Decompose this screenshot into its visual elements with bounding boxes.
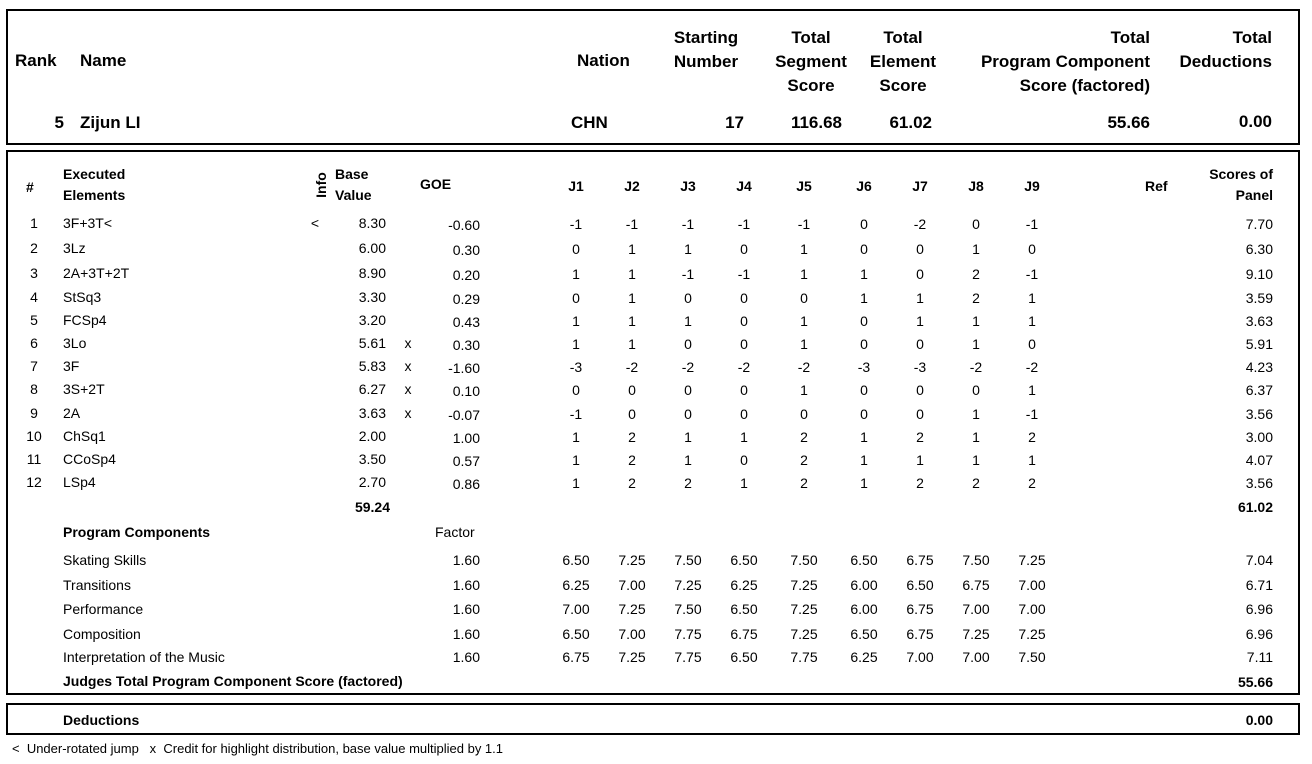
element-code: 3S+2T — [63, 381, 105, 397]
total-deductions: 0.00 — [1238, 112, 1272, 131]
rank-label: Rank — [15, 51, 57, 70]
element-panel-score: 3.63 — [1245, 313, 1273, 329]
element-code: ChSq1 — [63, 428, 106, 444]
judge-header: J2 — [624, 178, 640, 194]
element-code: StSq3 — [63, 289, 102, 305]
judge-score: 1 — [684, 313, 692, 329]
element-code: 2A+3T+2T — [63, 265, 130, 281]
judge-score: 0 — [916, 241, 924, 257]
element-code: 2A — [63, 405, 81, 421]
element-panel-score: 3.59 — [1245, 290, 1273, 306]
judge-score: 1 — [740, 475, 748, 491]
judge-score: 7.25 — [790, 626, 818, 642]
element-number: 11 — [26, 451, 42, 467]
judge-score: 0 — [1028, 336, 1036, 352]
nation-label: Nation — [577, 51, 630, 70]
judge-score: 1 — [800, 336, 808, 352]
element-base-value: 5.61 — [358, 335, 386, 351]
judge-score: 2 — [800, 452, 808, 468]
element-panel-score: 9.10 — [1245, 266, 1273, 282]
judge-score: -3 — [913, 359, 927, 375]
element-goe: 0.57 — [452, 453, 480, 469]
judge-score: 2 — [684, 475, 692, 491]
judge-score: 6.25 — [562, 577, 590, 593]
elements-total: 61.02 — [1237, 499, 1273, 515]
judge-score: -2 — [681, 359, 695, 375]
judge-score: 0 — [800, 290, 808, 306]
tes-label: Total Element Score — [869, 28, 937, 95]
judge-score: 1 — [800, 313, 808, 329]
judge-score: 7.50 — [790, 552, 818, 568]
judge-score: 2 — [628, 452, 636, 468]
element-base-value: 6.27 — [358, 381, 386, 397]
element-goe: 0.20 — [452, 267, 480, 283]
element-info: < — [310, 215, 320, 231]
element-number: 5 — [30, 312, 38, 328]
judge-score: 1 — [972, 429, 980, 445]
element-panel-score: 6.30 — [1245, 241, 1273, 257]
judge-header: J7 — [912, 178, 928, 194]
judge-score: 7.25 — [1018, 552, 1046, 568]
judge-score: 1 — [800, 266, 808, 282]
element-goe: 0.30 — [452, 337, 480, 353]
judge-score: 1 — [572, 475, 580, 491]
judge-score: -2 — [969, 359, 983, 375]
element-goe: -0.07 — [448, 407, 480, 423]
judge-score: 7.25 — [618, 601, 646, 617]
judge-score: 0 — [740, 290, 748, 306]
judge-score: 2 — [972, 290, 980, 306]
judge-score: 7.25 — [790, 577, 818, 593]
judge-score: 2 — [800, 429, 808, 445]
element-number: 2 — [30, 240, 38, 256]
judge-score: 7.75 — [674, 626, 702, 642]
element-bonus-mark: x — [404, 405, 412, 421]
num-header: # — [26, 179, 34, 195]
info-header: Info — [313, 172, 329, 198]
component-panel-score: 6.96 — [1245, 601, 1273, 617]
judge-score: -1 — [569, 216, 583, 232]
element-goe: 0.10 — [452, 383, 480, 399]
judge-score: 2 — [800, 475, 808, 491]
program-components-title: Program Components — [63, 524, 211, 540]
judge-score: 0 — [740, 406, 748, 422]
judge-score: 0 — [972, 216, 980, 232]
judge-score: 6.00 — [850, 601, 878, 617]
judge-score: 1 — [916, 313, 924, 329]
judge-score: 7.25 — [618, 552, 646, 568]
element-code: FCSp4 — [63, 312, 107, 328]
element-code: 3Lz — [63, 240, 86, 256]
element-base-value: 2.00 — [358, 428, 386, 444]
total-pcs: 55.66 — [1107, 113, 1150, 132]
judge-score: 2 — [916, 429, 924, 445]
judge-score: 0 — [860, 241, 868, 257]
executed-elements-header: Executed Elements — [63, 166, 126, 203]
judge-header: J9 — [1024, 178, 1040, 194]
judge-score: 0 — [740, 313, 748, 329]
judge-score: 6.75 — [962, 577, 990, 593]
element-number: 9 — [30, 405, 38, 421]
judge-score: 0 — [972, 382, 980, 398]
judge-score: 6.50 — [562, 552, 590, 568]
judge-score: 1 — [572, 429, 580, 445]
component-panel-score: 7.11 — [1246, 649, 1273, 665]
judge-score: 1 — [860, 290, 868, 306]
element-goe: -1.60 — [448, 360, 480, 376]
judge-score: 1 — [800, 241, 808, 257]
judge-score: 0 — [740, 336, 748, 352]
judge-score: -1 — [1025, 216, 1039, 232]
judge-score: 1 — [972, 241, 980, 257]
judge-score: 0 — [684, 406, 692, 422]
element-bonus-mark: x — [404, 335, 412, 351]
element-bonus-mark: x — [404, 358, 412, 374]
component-name: Transitions — [63, 577, 131, 593]
judge-score: 7.00 — [562, 601, 590, 617]
judge-score: 6.75 — [906, 552, 934, 568]
element-base-value: 2.70 — [358, 474, 386, 490]
judge-score: 0 — [860, 313, 868, 329]
element-number: 10 — [26, 428, 42, 444]
judge-score: 1 — [860, 266, 868, 282]
judge-score: 1 — [860, 429, 868, 445]
element-goe: 0.30 — [452, 242, 480, 258]
judge-score: 0 — [860, 336, 868, 352]
judge-score: 6.75 — [730, 626, 758, 642]
element-panel-score: 5.91 — [1245, 336, 1273, 352]
element-panel-score: 3.56 — [1245, 475, 1273, 491]
judge-score: 7.25 — [674, 577, 702, 593]
judge-score: 0 — [572, 241, 580, 257]
component-factor: 1.60 — [452, 552, 480, 568]
judge-score: 1 — [684, 452, 692, 468]
judge-score: 1 — [972, 452, 980, 468]
judge-score: 1 — [684, 429, 692, 445]
base-value-header: Base Value — [335, 166, 372, 203]
judge-score: 6.25 — [730, 577, 758, 593]
judge-score: 2 — [916, 475, 924, 491]
base-total: 59.24 — [354, 499, 390, 515]
judge-score: -1 — [1025, 406, 1039, 422]
element-code: 3Lo — [63, 335, 87, 351]
element-goe: 1.00 — [452, 430, 480, 446]
judge-header: J4 — [736, 178, 752, 194]
judge-score: 1 — [1028, 313, 1036, 329]
judge-score: 0 — [684, 382, 692, 398]
pcs-label: Total Program Component Score (factored) — [980, 28, 1150, 95]
judge-score: -1 — [737, 266, 751, 282]
judge-score: 7.50 — [962, 552, 990, 568]
judge-header: J5 — [796, 178, 812, 194]
footnote: < Under-rotated jump x Credit for highlight distribution, base value multiplied by 1.1 — [12, 741, 504, 756]
skater-rank: 5 — [54, 113, 64, 132]
judge-score: 7.75 — [790, 649, 818, 665]
judge-score: 6.50 — [730, 552, 758, 568]
component-name: Interpretation of the Music — [63, 649, 225, 665]
judge-score: 6.50 — [850, 626, 878, 642]
judge-score: 1 — [572, 266, 580, 282]
judge-score: 7.50 — [674, 552, 702, 568]
judge-header: J6 — [856, 178, 872, 194]
judge-score: 2 — [1028, 429, 1036, 445]
judge-score: 1 — [860, 452, 868, 468]
element-goe: -0.60 — [448, 217, 480, 233]
ref-header: Ref — [1145, 178, 1168, 194]
judge-score: -1 — [625, 216, 639, 232]
judge-score: 6.25 — [850, 649, 878, 665]
judge-score: 0 — [684, 336, 692, 352]
judge-score: 6.00 — [850, 577, 878, 593]
judge-score: 0 — [740, 241, 748, 257]
judge-score: 1 — [1028, 382, 1036, 398]
judge-score: 1 — [972, 336, 980, 352]
judge-score: 0 — [916, 266, 924, 282]
element-panel-score: 7.70 — [1245, 216, 1273, 232]
judge-score: -2 — [625, 359, 639, 375]
judge-score: 0 — [800, 406, 808, 422]
judge-score: 1 — [972, 406, 980, 422]
judge-score: 0 — [916, 382, 924, 398]
component-factor: 1.60 — [452, 626, 480, 642]
judge-score: 2 — [628, 475, 636, 491]
element-base-value: 8.90 — [358, 265, 386, 281]
element-number: 7 — [30, 358, 38, 374]
judge-score: -3 — [857, 359, 871, 375]
judge-score: 1 — [1028, 290, 1036, 306]
goe-header: GOE — [420, 176, 452, 192]
judge-score: 0 — [1028, 241, 1036, 257]
element-panel-score: 3.56 — [1245, 406, 1273, 422]
element-base-value: 3.63 — [358, 405, 386, 421]
judge-score: 0 — [684, 290, 692, 306]
judge-score: 6.75 — [906, 626, 934, 642]
judge-score: -1 — [737, 216, 751, 232]
judge-score: 7.00 — [906, 649, 934, 665]
element-base-value: 5.83 — [358, 358, 386, 374]
deductions-box — [6, 703, 1300, 735]
judge-score: 2 — [972, 266, 980, 282]
judge-score: 1 — [684, 241, 692, 257]
judge-score: 1 — [628, 336, 636, 352]
judge-score: -2 — [1025, 359, 1039, 375]
component-panel-score: 6.96 — [1245, 626, 1273, 642]
element-panel-score: 3.00 — [1245, 429, 1273, 445]
name-label: Name — [80, 51, 127, 70]
judge-score: 1 — [628, 290, 636, 306]
judge-score: -2 — [737, 359, 751, 375]
element-number: 3 — [30, 265, 38, 281]
component-panel-score: 6.71 — [1245, 577, 1273, 593]
component-factor: 1.60 — [452, 649, 480, 665]
total-segment-score: 116.68 — [790, 113, 842, 132]
judge-score: 7.25 — [618, 649, 646, 665]
element-goe: 0.86 — [452, 476, 480, 492]
deductions-row-value: 0.00 — [1245, 712, 1273, 728]
element-number: 6 — [30, 335, 38, 351]
judge-score: 0 — [860, 406, 868, 422]
judge-score: 0 — [860, 382, 868, 398]
judge-score: -2 — [797, 359, 811, 375]
judge-score: 6.75 — [906, 601, 934, 617]
judge-score: -2 — [913, 216, 927, 232]
judge-score: 0 — [628, 382, 636, 398]
element-code: CCoSp4 — [63, 451, 116, 467]
judge-score: 7.50 — [674, 601, 702, 617]
judge-score: 1 — [860, 475, 868, 491]
element-goe: 0.43 — [452, 314, 480, 330]
panel-header: Scores of Panel — [1209, 166, 1273, 203]
judge-score: 0 — [628, 406, 636, 422]
judge-score: 7.00 — [618, 577, 646, 593]
judge-score: 1 — [628, 266, 636, 282]
judge-score: 7.00 — [618, 626, 646, 642]
judge-score: 6.50 — [850, 552, 878, 568]
judge-score: 1 — [572, 313, 580, 329]
judge-score: 1 — [740, 429, 748, 445]
judge-score: 0 — [916, 336, 924, 352]
element-panel-score: 6.37 — [1245, 382, 1273, 398]
judge-score: 0 — [740, 382, 748, 398]
element-base-value: 3.20 — [358, 312, 386, 328]
judge-score: 7.50 — [1018, 649, 1046, 665]
element-goe: 0.29 — [452, 291, 480, 307]
component-panel-score: 7.04 — [1245, 552, 1273, 568]
element-panel-score: 4.23 — [1245, 359, 1273, 375]
element-base-value: 3.30 — [358, 289, 386, 305]
element-bonus-mark: x — [404, 381, 412, 397]
judge-score: 6.50 — [562, 626, 590, 642]
judge-score: 7.00 — [962, 649, 990, 665]
component-name: Composition — [63, 626, 141, 642]
element-number: 8 — [30, 381, 38, 397]
skater-name: Zijun LI — [80, 113, 141, 132]
judge-score: 1 — [572, 336, 580, 352]
starting-number-label: Starting Number — [673, 28, 739, 71]
tss-label: Total Segment Score — [775, 28, 847, 95]
judge-score: 2 — [628, 429, 636, 445]
judge-score: 7.25 — [1018, 626, 1046, 642]
judge-score: -1 — [681, 216, 695, 232]
judge-score: 0 — [916, 406, 924, 422]
judge-score: 7.75 — [674, 649, 702, 665]
pcs-total-label: Judges Total Program Component Score (factored) — [63, 673, 403, 689]
judge-score: 2 — [972, 475, 980, 491]
judge-score: 7.00 — [1018, 601, 1046, 617]
judge-score: 1 — [1028, 452, 1036, 468]
pcs-total: 55.66 — [1237, 674, 1273, 690]
judge-score: 7.25 — [962, 626, 990, 642]
judge-score: 7.25 — [790, 601, 818, 617]
judge-score: 1 — [972, 313, 980, 329]
judge-score: 6.50 — [906, 577, 934, 593]
component-name: Performance — [63, 601, 144, 617]
element-code: LSp4 — [63, 474, 96, 490]
judge-score: 7.00 — [962, 601, 990, 617]
component-factor: 1.60 — [452, 577, 480, 593]
element-base-value: 3.50 — [358, 451, 386, 467]
judge-score: 1 — [572, 452, 580, 468]
skater-nation: CHN — [571, 113, 608, 132]
judge-score: 1 — [628, 241, 636, 257]
element-base-value: 8.30 — [358, 215, 386, 231]
judge-score: 0 — [740, 452, 748, 468]
judge-score: 1 — [800, 382, 808, 398]
component-factor: 1.60 — [452, 601, 480, 617]
judge-score: -1 — [797, 216, 811, 232]
skater-starting-number: 17 — [725, 113, 744, 132]
element-number: 12 — [26, 474, 42, 490]
judge-score: -3 — [569, 359, 583, 375]
element-code: 3F — [63, 358, 80, 374]
judge-header: J1 — [568, 178, 584, 194]
judge-score: 1 — [628, 313, 636, 329]
judge-header: J8 — [968, 178, 984, 194]
judge-score: 2 — [1028, 475, 1036, 491]
judge-score: 0 — [572, 290, 580, 306]
judge-score: 0 — [572, 382, 580, 398]
element-code: 3F+3T< — [63, 215, 113, 231]
judge-score: 6.75 — [562, 649, 590, 665]
element-number: 1 — [30, 215, 38, 231]
judge-score: 1 — [916, 290, 924, 306]
judge-score: 6.50 — [730, 601, 758, 617]
component-name: Skating Skills — [63, 552, 147, 568]
judge-score: -1 — [1025, 266, 1039, 282]
deductions-label: Total Deductions — [1179, 28, 1272, 71]
judge-score: 0 — [860, 216, 868, 232]
judge-score: 1 — [916, 452, 924, 468]
judge-score: -1 — [569, 406, 583, 422]
judge-score: 7.00 — [1018, 577, 1046, 593]
judge-score: -1 — [681, 266, 695, 282]
element-panel-score: 4.07 — [1245, 452, 1273, 468]
deductions-row-label: Deductions — [63, 712, 140, 728]
total-element-score: 61.02 — [889, 113, 932, 132]
element-number: 4 — [30, 289, 38, 305]
judge-score: 6.50 — [730, 649, 758, 665]
element-base-value: 6.00 — [358, 240, 386, 256]
judge-header: J3 — [680, 178, 696, 194]
factor-header: Factor — [435, 524, 475, 540]
